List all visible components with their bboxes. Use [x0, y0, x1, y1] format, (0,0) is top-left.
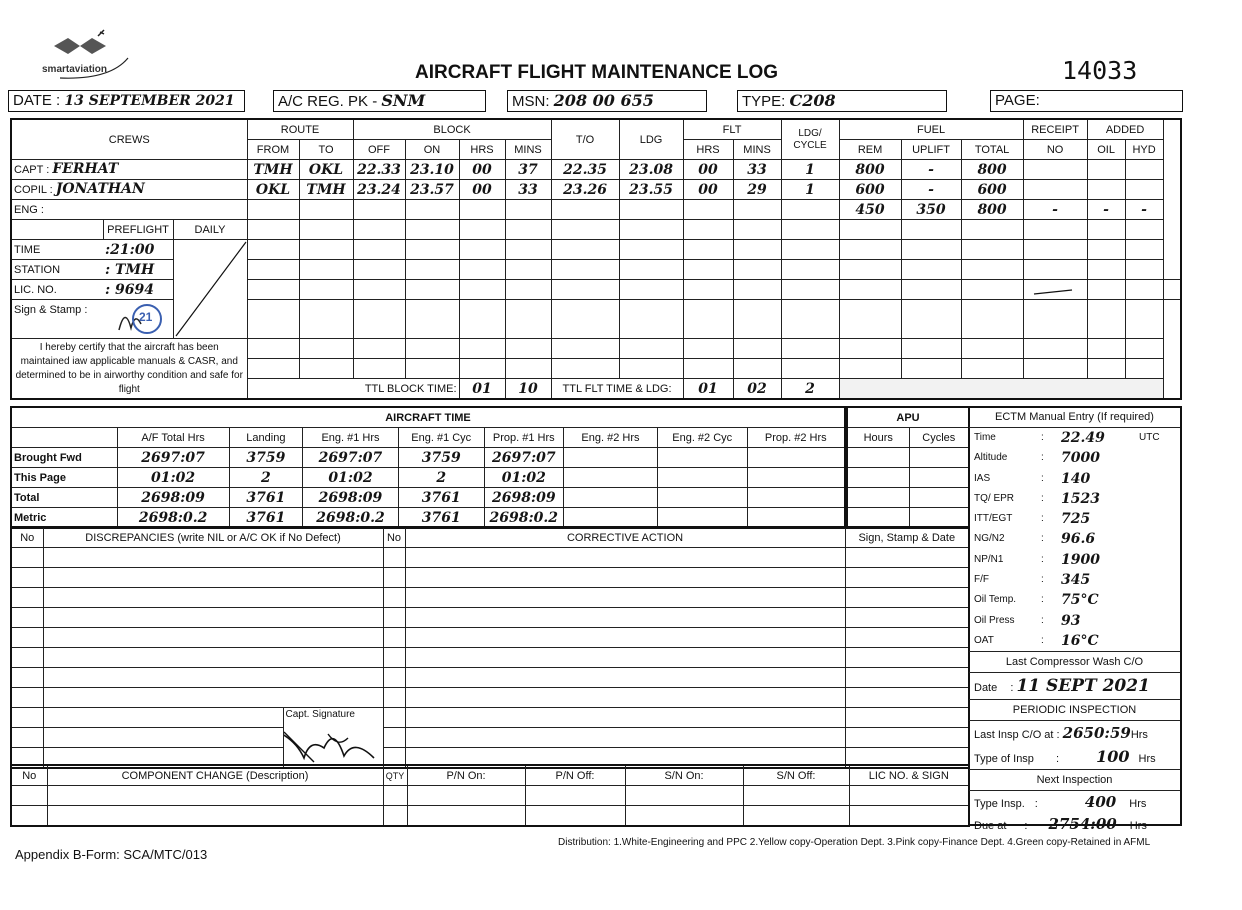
- tp-eng1-hrs: 01:02: [303, 468, 399, 488]
- ectm-row-f-f: [969, 570, 1180, 590]
- flt-header: FLT: [683, 119, 781, 140]
- ectm-label: IAS: [974, 472, 991, 484]
- ectm-value: 140: [1061, 470, 1091, 487]
- compressor-date-row: Date : 11 SEPT 2021: [969, 673, 1180, 700]
- ectm-colon: :: [1041, 533, 1044, 545]
- preflight-header: PREFLIGHT: [103, 220, 173, 240]
- next-title: Next Inspection: [969, 770, 1180, 791]
- copil-fuel-rem: 600: [839, 180, 901, 200]
- pn-on-header: P/N On:: [407, 765, 525, 786]
- msn-label: MSN:: [512, 93, 550, 110]
- date-label: DATE :: [13, 92, 61, 109]
- this-page-row: [11, 468, 845, 488]
- type-insp-row: Type of Insp : 100 Hrs: [969, 745, 1180, 770]
- eng-row: ENG : 450 350 800 - - -: [11, 200, 1181, 220]
- due-hrs: Hrs: [1129, 820, 1147, 833]
- tp-eng1-cyc: 2: [398, 468, 484, 488]
- ectm-colon: :: [1041, 452, 1044, 464]
- bf-eng1-hrs: 2697:07: [303, 448, 399, 468]
- msn-box: [507, 90, 707, 112]
- capt-from: TMH: [247, 160, 299, 180]
- ttl-flt-label: TTL FLT TIME & LDG:: [551, 379, 683, 400]
- msn-value: 208 00 655: [553, 91, 654, 110]
- ectm-row-oat: [969, 631, 1180, 651]
- eng-fuel-rem: 450: [839, 200, 901, 220]
- page-title: AIRCRAFT FLIGHT MAINTENANCE LOG: [415, 62, 779, 83]
- ectm-colon: :: [1041, 553, 1044, 565]
- ttl-block-hrs: 01: [459, 379, 505, 400]
- uplift-header: UPLIFT: [901, 140, 961, 160]
- route-header: ROUTE: [247, 119, 353, 140]
- ectm-panel: [968, 406, 1182, 834]
- discrepancies-table: [10, 526, 970, 769]
- acreg-box: [273, 90, 486, 112]
- ldg-header: LDG: [619, 119, 683, 160]
- copil-block-hrs: 00: [459, 180, 505, 200]
- dash-mark-icon: [1032, 288, 1077, 296]
- capt-fuel-uplift: -: [901, 160, 961, 180]
- block-hrs-header: HRS: [459, 140, 505, 160]
- copil-to: TMH: [299, 180, 353, 200]
- ectm-label: Oil Temp.: [974, 594, 1017, 606]
- block-mins-header: MINS: [505, 140, 551, 160]
- due-row: Due at : 2754:00 Hrs: [974, 815, 1147, 834]
- met-af-total: 2698:0.2: [117, 508, 229, 529]
- lic-sign-header: LIC NO. & SIGN: [849, 765, 969, 786]
- ectm-label: F/F: [974, 574, 989, 586]
- ttl-ldg: 2: [781, 379, 839, 400]
- capt-signature-cell: [283, 708, 383, 769]
- acreg-label: A/C REG. PK -: [278, 93, 378, 110]
- apu-table: [846, 406, 970, 529]
- copil-off: 23.24: [353, 180, 405, 200]
- tot-landing: 3761: [229, 488, 302, 508]
- ectm-value: 7000: [1061, 450, 1100, 467]
- capt-fuel-rem: 800: [839, 160, 901, 180]
- capt-block-mins: 37: [505, 160, 551, 180]
- brought-fwd-row: [11, 448, 845, 468]
- tot-af-total: 2698:09: [117, 488, 229, 508]
- copil-label: COPIL: [14, 184, 47, 196]
- ectm-items: [969, 428, 1180, 651]
- receipt-no-header: NO: [1023, 140, 1087, 160]
- ectm-label: ITT/EGT: [974, 513, 1013, 525]
- added-header: ADDED: [1087, 119, 1163, 140]
- ectm-colon: :: [1041, 513, 1044, 525]
- pn-off-header: P/N Off:: [525, 765, 625, 786]
- on-header: ON: [405, 140, 459, 160]
- ectm-row-tq-epr: [969, 489, 1180, 509]
- distribution-note: Distribution: 1.White-Engineering and PPC 2.Yellow copy-Operation Dept. 3.Pink copy-Finance Dept. 4.Green copy-Retained in AFML: [558, 837, 1151, 848]
- capt-block-hrs: 00: [459, 160, 505, 180]
- comp-no-header: No: [11, 765, 47, 786]
- rem-header: REM: [839, 140, 901, 160]
- acreg-value: SNM: [381, 91, 426, 110]
- aircraft-time-table: [10, 406, 846, 529]
- flt-mins-header: MINS: [733, 140, 781, 160]
- ectm-unit: UTC: [1139, 432, 1160, 443]
- next-type-hrs: Hrs: [1129, 798, 1147, 811]
- ectm-label: OAT: [974, 634, 994, 646]
- due-label: Due at: [974, 820, 1007, 833]
- col-landing: Landing: [229, 428, 302, 448]
- ectm-title: ECTM Manual Entry (If required): [969, 408, 1180, 428]
- comp-title-header: COMPONENT CHANGE (Description): [47, 765, 383, 786]
- total-dash-cell: [1023, 280, 1087, 300]
- ttl-flt-hrs: 01: [683, 379, 733, 400]
- next-type-row: Type Insp. : 400 Hrs: [974, 793, 1147, 812]
- next-type-value: 400: [1084, 793, 1117, 812]
- capt-row: CAPT : FERHAT TMH OKL 22.33 23.10 00 37 22.35 23.08 00 33 1 800 - 800: [11, 160, 1181, 180]
- type-value: C208: [789, 91, 836, 110]
- ectm-colon: :: [1041, 492, 1044, 504]
- capt-label: CAPT: [14, 164, 44, 176]
- compressor-date-label: Date: [974, 682, 998, 695]
- capt-signature-label: Capt. Signature: [285, 709, 355, 720]
- type-insp-label: Type of Insp: [974, 753, 1034, 766]
- type-label: TYPE:: [742, 93, 786, 110]
- fuel-header: FUEL: [839, 119, 1023, 140]
- ttl-block-mins: 10: [505, 379, 551, 400]
- apu-cycles-header: Cycles: [909, 428, 969, 448]
- eng-hyd: -: [1125, 200, 1163, 220]
- bf-landing: 3759: [229, 448, 302, 468]
- capt-on: 23.10: [405, 160, 459, 180]
- ectm-row-time: [969, 428, 1180, 448]
- copil-row: COPIL : JONATHAN OKL TMH 23.24 23.57 00 33 23.26 23.55 00 29 1 600 - 600: [11, 180, 1181, 200]
- total-label: Total: [11, 488, 117, 508]
- date-box: [8, 90, 245, 112]
- company-logo: [40, 28, 135, 83]
- ectm-row-itt-egt: [969, 509, 1180, 529]
- ectm-label: NP/N1: [974, 553, 1004, 565]
- logo-text: smartaviation: [42, 64, 108, 75]
- compressor-title: Last Compressor Wash C/O: [969, 651, 1180, 673]
- ectm-row-oil-temp: [969, 590, 1180, 610]
- ectm-value: 1900: [1061, 551, 1100, 568]
- oil-header: OIL: [1087, 140, 1125, 160]
- ectm-colon: :: [1041, 574, 1044, 586]
- total-header: TOTAL: [961, 140, 1023, 160]
- last-insp-row: Last Insp C/O at : 2650:59Hrs: [974, 724, 1148, 743]
- ectm-value: 1523: [1061, 490, 1100, 507]
- ectm-colon: :: [1041, 472, 1044, 484]
- periodic-title: PERIODIC INSPECTION: [969, 700, 1180, 721]
- next-type-label: Type Insp.: [974, 798, 1025, 811]
- copil-flt-hrs: 00: [683, 180, 733, 200]
- capt-flt-mins: 33: [733, 160, 781, 180]
- capt-name: FERHAT: [52, 161, 119, 177]
- ectm-value: 16°C: [1061, 632, 1099, 649]
- copil-fuel-total: 600: [961, 180, 1023, 200]
- last-insp-value: 2650:59: [1062, 724, 1131, 743]
- last-insp-label: Last Insp C/O at: [974, 729, 1054, 742]
- bf-eng1-cyc: 3759: [398, 448, 484, 468]
- col-eng2-hrs: Eng. #2 Hrs: [564, 428, 658, 448]
- met-landing: 3761: [229, 508, 302, 529]
- capt-to: OKL: [299, 160, 353, 180]
- col-eng1-cyc: Eng. #1 Cyc: [398, 428, 484, 448]
- disc-no-header: No: [11, 527, 43, 548]
- this-page-label: This Page: [11, 468, 117, 488]
- to-header: T/O: [551, 119, 619, 160]
- col-eng2-cyc: Eng. #2 Cyc: [657, 428, 747, 448]
- eng-fuel-uplift: 350: [901, 200, 961, 220]
- lic-value: 9694: [115, 281, 155, 298]
- col-eng1-hrs: Eng. #1 Hrs: [303, 428, 399, 448]
- ectm-row-altitude: [969, 448, 1180, 468]
- crews-header: CREWS: [11, 119, 247, 160]
- receipt-header: RECEIPT: [1023, 119, 1087, 140]
- stamp-number: 21: [139, 310, 153, 324]
- sn-off-header: S/N Off:: [743, 765, 849, 786]
- brought-fwd-label: Brought Fwd: [11, 448, 117, 468]
- metric-row: [11, 508, 845, 529]
- flt-hrs-header: HRS: [683, 140, 733, 160]
- copil-flt-mins: 29: [733, 180, 781, 200]
- col-prop1-hrs: Prop. #1 Hrs: [484, 428, 564, 448]
- capt-fuel-total: 800: [961, 160, 1023, 180]
- ldg-cycle-header: LDG/ CYCLE: [781, 119, 839, 160]
- ectm-value: 93: [1061, 612, 1081, 629]
- ttl-block-label: TTL BLOCK TIME:: [247, 379, 459, 400]
- capt-cycle: 1: [781, 160, 839, 180]
- type-box: [737, 90, 947, 112]
- ectm-label: TQ/ EPR: [974, 492, 1015, 504]
- daily-strike-icon: [174, 240, 248, 339]
- copil-cycle: 1: [781, 180, 839, 200]
- ectm-row-ng-n2: [969, 529, 1180, 549]
- component-table: [10, 764, 970, 827]
- copil-takeoff: 23.26: [551, 180, 619, 200]
- aircraft-time-title: AIRCRAFT TIME: [11, 407, 845, 428]
- compressor-date-value: 11 SEPT 2021: [1016, 676, 1150, 697]
- sn-on-header: S/N On:: [625, 765, 743, 786]
- ectm-value: 75°C: [1061, 592, 1099, 609]
- certify-statement: I hereby certify that the aircraft has been maintained iaw applicable manuals & CASR, and determined to be in airworthy condition and safe for flight: [11, 339, 247, 400]
- capt-off: 22.33: [353, 160, 405, 180]
- flight-table: CREWS ROUTE BLOCK T/O LDG FLT LDG/ CYCLE FUEL RECEIPT ADDED FROM TO OFF ON HRS MINS HRS MINS REM UPLIFT TOTAL NO OIL HYD CAPT : FERHAT TMH OKL 22.33 23.10 00 37 22.35 23.08 00 33 1 800 - 800 COPIL : JONATHAN OKL TMH 23.24 23.57 00 33 23.26 23.55 00 29 1 600 - 600 ENG : 450 350 800 - - - PREFLIGHT DAILY TIME :21:00 STATION : TMH LIC. NO. : 9694 Sign & Stamp : 21 I hereby certify that the aircraft has been maintained iaw applicable manuals & CASR, and determined to be in airworthy condition and safe for flight TTL BLOCK TIME: 01 10 TTL FLT TIME & LDG: 01 02 2: [10, 118, 1182, 400]
- metric-label: Metric: [11, 508, 117, 529]
- total-row: [11, 488, 845, 508]
- copil-fuel-uplift: -: [901, 180, 961, 200]
- qty-header: QTY: [383, 765, 407, 786]
- ectm-row-np-n1: [969, 550, 1180, 570]
- capt-flt-hrs: 00: [683, 160, 733, 180]
- type-insp-value: 100: [1096, 747, 1130, 767]
- eng-fuel-total: 800: [961, 200, 1023, 220]
- last-insp-hrs: Hrs: [1130, 729, 1148, 742]
- copil-landing: 23.55: [619, 180, 683, 200]
- copil-block-mins: 33: [505, 180, 551, 200]
- tp-af-total: 01:02: [117, 468, 229, 488]
- met-eng1-hrs: 2698:0.2: [303, 508, 399, 529]
- copil-name: JONATHAN: [55, 181, 145, 197]
- ectm-value: 725: [1061, 511, 1091, 528]
- tp-prop1-hrs: 01:02: [484, 468, 564, 488]
- type-insp-hrs: Hrs: [1138, 753, 1156, 766]
- eng-receipt: -: [1023, 200, 1087, 220]
- log-number: 14033: [1062, 56, 1138, 85]
- col-prop2-hrs: Prop. #2 Hrs: [747, 428, 845, 448]
- corrective-action-header: CORRECTIVE ACTION: [405, 527, 845, 548]
- sign-stamp-cell: [103, 300, 173, 339]
- tp-landing: 2: [229, 468, 302, 488]
- disc-no2-header: No: [383, 527, 405, 548]
- col-af-total: A/F Total Hrs: [117, 428, 229, 448]
- off-header: OFF: [353, 140, 405, 160]
- ttl-flt-mins: 02: [733, 379, 781, 400]
- capt-landing: 23.08: [619, 160, 683, 180]
- bf-prop1-hrs: 2697:07: [484, 448, 564, 468]
- ectm-label: Altitude: [974, 452, 1008, 464]
- hyd-header: HYD: [1125, 140, 1163, 160]
- ectm-row-ias: [969, 469, 1180, 489]
- date-value: 13 SEPTEMBER 2021: [64, 93, 235, 109]
- from-header: FROM: [247, 140, 299, 160]
- capt-takeoff: 22.35: [551, 160, 619, 180]
- station-label: STATION: [14, 263, 61, 276]
- tot-eng1-hrs: 2698:09: [303, 488, 399, 508]
- time-value: 21:00: [110, 241, 155, 258]
- to-route-header: TO: [299, 140, 353, 160]
- page-box: [990, 90, 1183, 112]
- ectm-value: 345: [1061, 572, 1091, 589]
- apu-hours-header: Hours: [847, 428, 909, 448]
- captain-signature-icon: [283, 718, 383, 768]
- station-value: TMH: [115, 261, 155, 278]
- tot-eng1-cyc: 3761: [398, 488, 484, 508]
- page-label: PAGE:: [995, 92, 1040, 109]
- eng-label: ENG: [14, 203, 38, 216]
- copil-on: 23.57: [405, 180, 459, 200]
- ectm-value: 96.6: [1061, 531, 1096, 548]
- time-label: TIME: [14, 243, 41, 256]
- lic-label: LIC. NO.: [14, 283, 57, 296]
- sign-label: Sign & Stamp: [14, 304, 82, 316]
- daily-header: DAILY: [173, 220, 247, 240]
- met-eng1-cyc: 3761: [398, 508, 484, 529]
- apu-title: APU: [847, 407, 969, 428]
- ectm-label: Time: [974, 432, 996, 443]
- ectm-label: NG/N2: [974, 533, 1005, 545]
- ectm-label: Oil Press: [974, 614, 1015, 626]
- tot-prop1-hrs: 2698:09: [484, 488, 564, 508]
- sign-stamp-date-header: Sign, Stamp & Date: [845, 527, 969, 548]
- daily-cell: [173, 240, 247, 339]
- ectm-colon: :: [1041, 594, 1044, 606]
- due-value: 2754:00: [1048, 815, 1117, 834]
- eng-oil: -: [1087, 200, 1125, 220]
- copil-from: OKL: [247, 180, 299, 200]
- ectm-value: 22.49: [1061, 430, 1105, 446]
- ectm-colon: :: [1041, 432, 1044, 443]
- met-prop1-hrs: 2698:0.2: [484, 508, 564, 529]
- form-id: Appendix B-Form: SCA/MTC/013: [15, 847, 208, 862]
- disc-title-header: DISCREPANCIES (write NIL or A/C OK if No Defect): [43, 527, 383, 548]
- ectm-row-oil-press: [969, 611, 1180, 631]
- ectm-colon: :: [1041, 614, 1044, 626]
- ectm-colon: :: [1041, 634, 1044, 646]
- block-header: BLOCK: [353, 119, 551, 140]
- bf-af-total: 2697:07: [117, 448, 229, 468]
